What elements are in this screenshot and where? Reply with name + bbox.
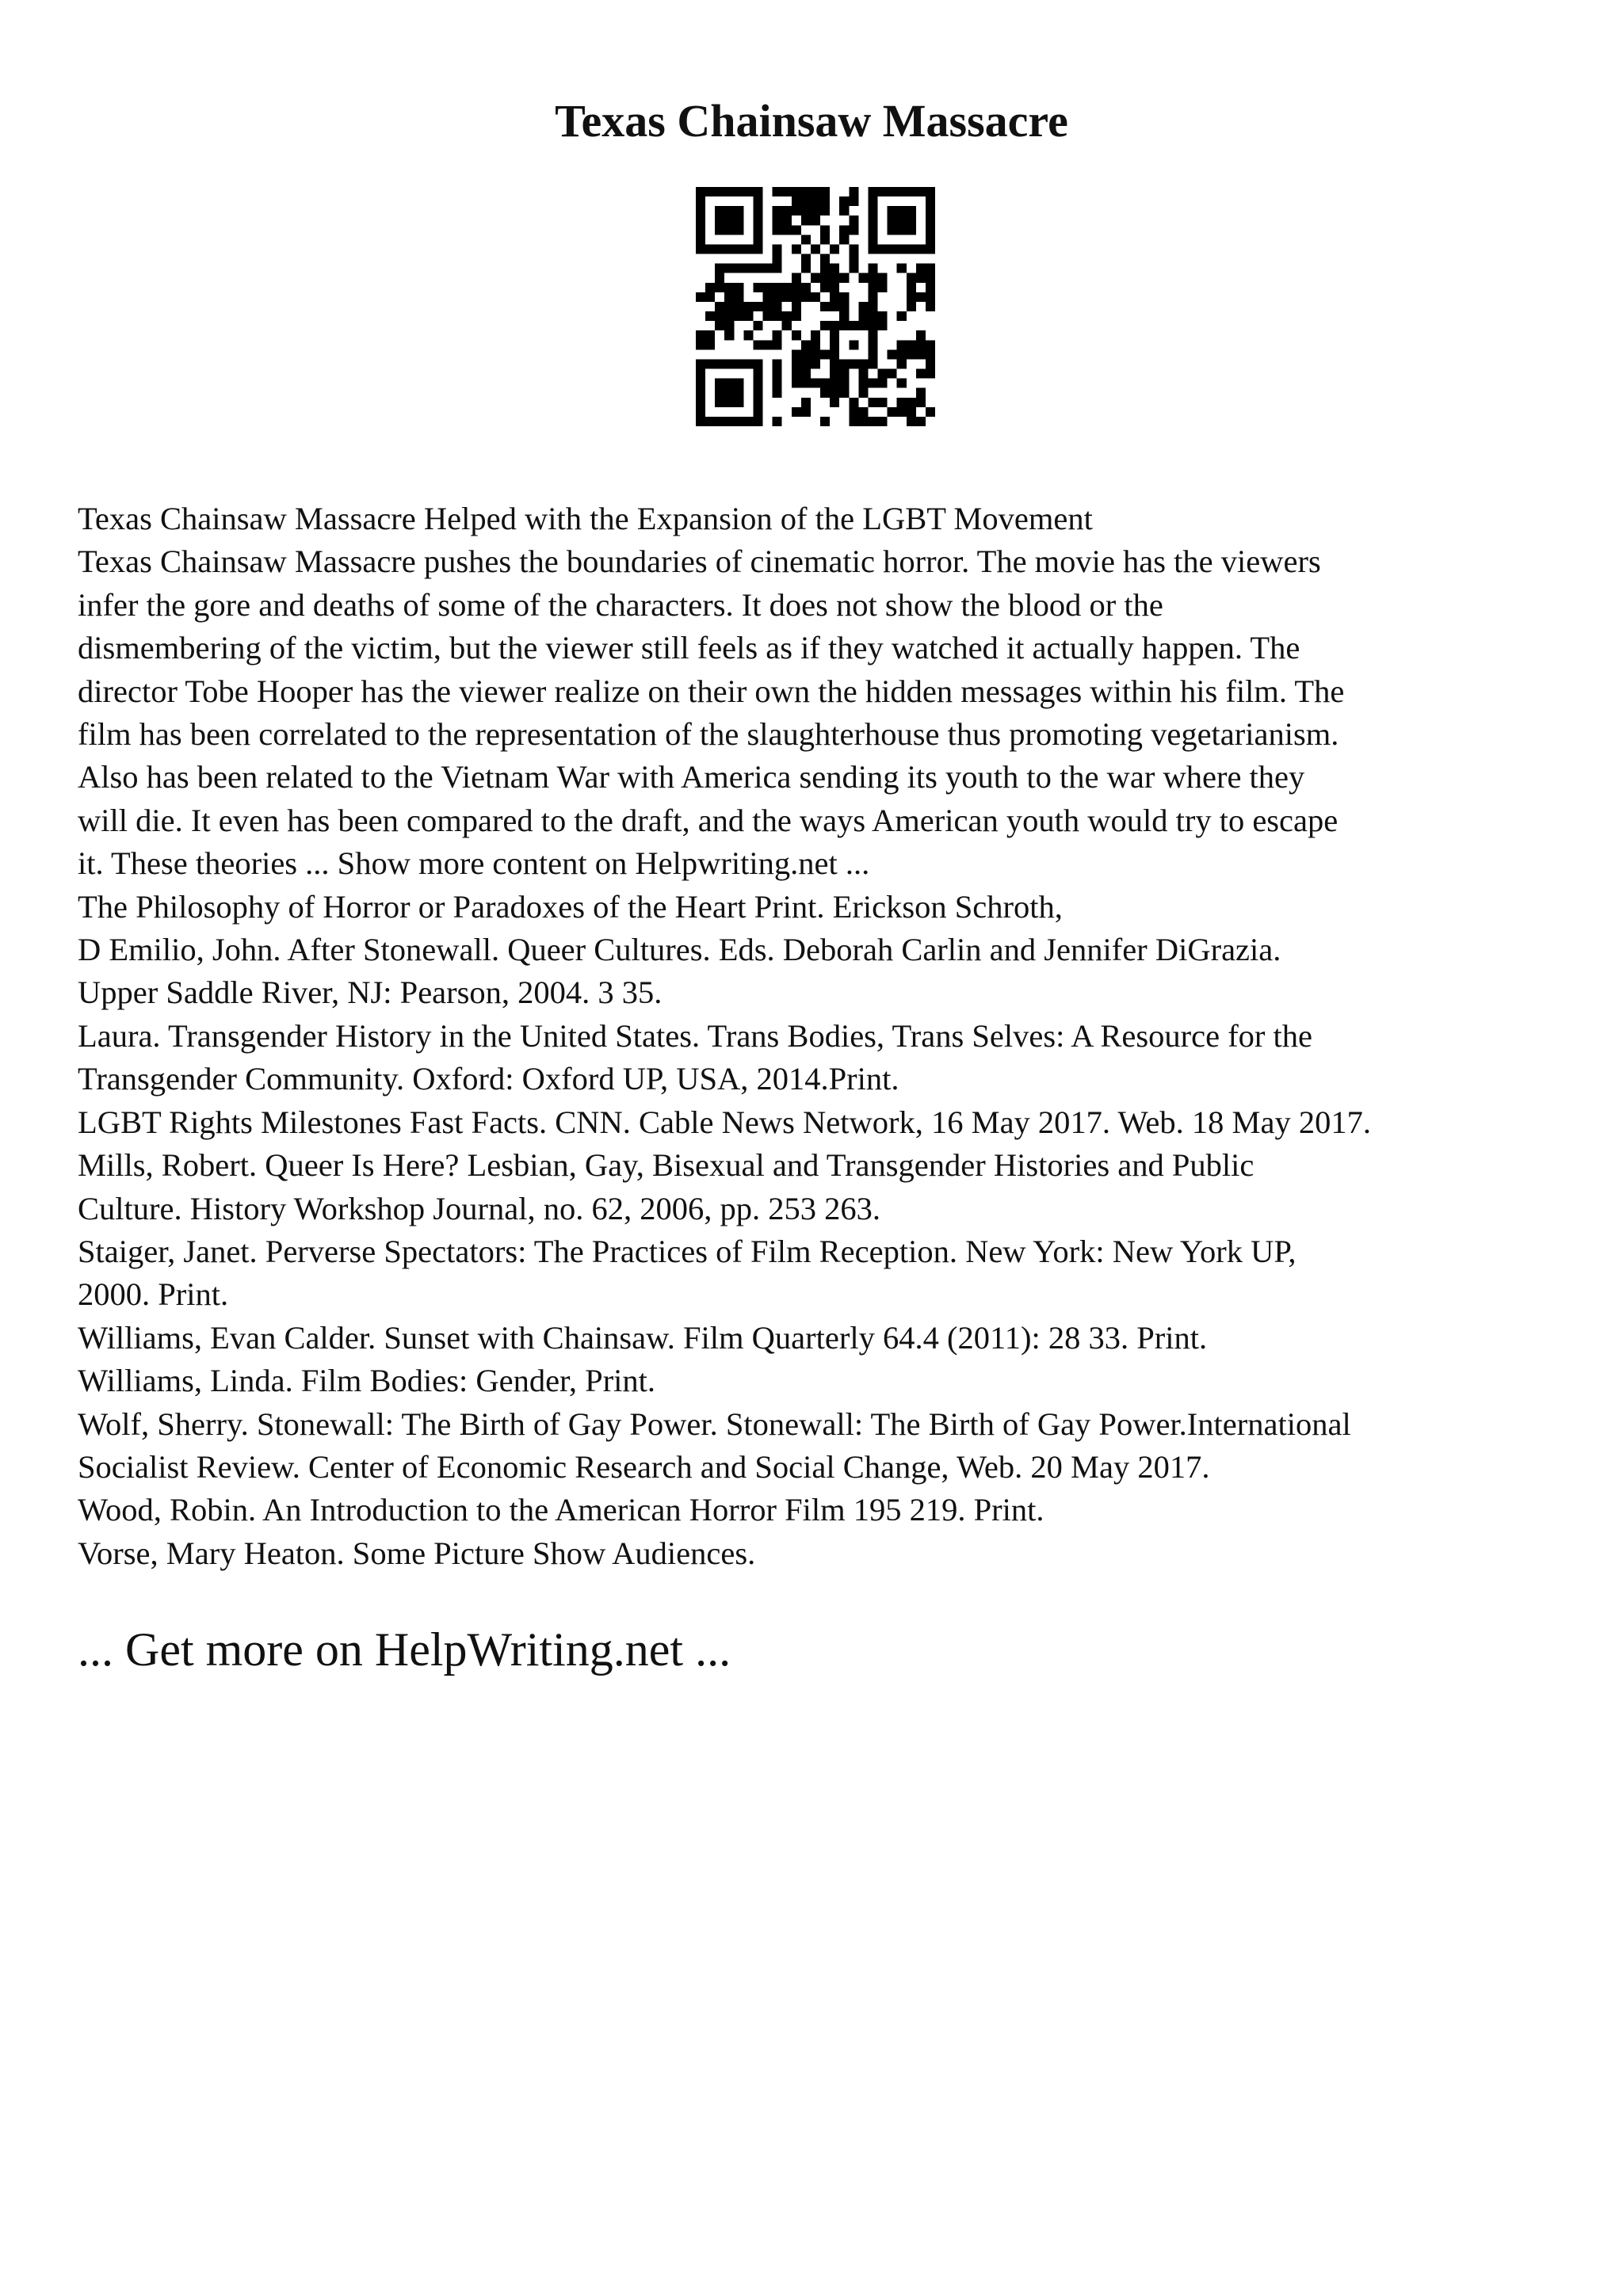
text-line: dismembering of the victim, but the viewer still feels as if they watched it actually happen. The xyxy=(78,630,1300,666)
text-line: director Tobe Hooper has the viewer realize on their own the hidden messages within his film. The xyxy=(78,673,1345,709)
text-line: Williams, Evan Calder. Sunset with Chainsaw. Film Quarterly 64.4 (2011): 28 33. Print. xyxy=(78,1319,1208,1356)
text-line: Texas Chainsaw Massacre pushes the boundaries of cinematic horror. The movie has the viewers xyxy=(78,543,1321,580)
text-line: Wood, Robin. An Introduction to the American Horror Film 195 219. Print. xyxy=(78,1492,1044,1528)
get-more-link[interactable]: ... Get more on HelpWriting.net ... xyxy=(78,1623,731,1676)
page-title: Texas Chainsaw Massacre xyxy=(555,95,1068,147)
text-line: Laura. Transgender History in the United States. Trans Bodies, Trans Selves: A Resource for the xyxy=(78,1017,1313,1054)
text-line: LGBT Rights Milestones Fast Facts. CNN. Cable News Network, 16 May 2017. Web. 18 May 2017. xyxy=(78,1104,1372,1140)
text-line: film has been correlated to the representation of the slaughterhouse thus promoting vegetarianism. xyxy=(78,716,1339,753)
text-line: Culture. History Workshop Journal, no. 62, 2006, pp. 253 263. xyxy=(78,1190,880,1226)
qr-code-icon[interactable] xyxy=(696,187,935,426)
text-line: Upper Saddle River, NJ: Pearson, 2004. 3 35. xyxy=(78,974,663,1011)
text-line: The Philosophy of Horror or Paradoxes of the Heart Print. Erickson Schroth, xyxy=(78,888,1063,925)
text-line: D Emilio, John. After Stonewall. Queer Cultures. Eds. Deborah Carlin and Jennifer DiGrazia. xyxy=(78,932,1281,968)
text-line: Texas Chainsaw Massacre Helped with the Expansion of the LGBT Movement xyxy=(78,501,1093,536)
text-line: Socialist Review. Center of Economic Research and Social Change, Web. 20 May 2017. xyxy=(78,1448,1210,1485)
text-line: Mills, Robert. Queer Is Here? Lesbian, Gay, Bisexual and Transgender Histories and Public xyxy=(78,1147,1254,1184)
text-line: Williams, Linda. Film Bodies: Gender, Print. xyxy=(78,1363,656,1399)
text-line: Vorse, Mary Heaton. Some Picture Show Audiences. xyxy=(78,1535,756,1571)
text-line: infer the gore and deaths of some of the characters. It does not show the blood or the xyxy=(78,586,1163,623)
text-line: it. These theories ... Show more content on Helpwriting.net ... xyxy=(78,845,870,882)
article-body xyxy=(78,498,1568,1575)
text-line: Wolf, Sherry. Stonewall: The Birth of Gay Power. Stonewall: The Birth of Gay Power.International xyxy=(78,1405,1351,1442)
text-line: Also has been related to the Vietnam War with America sending its youth to the war where they xyxy=(78,759,1305,795)
text-line: Staiger, Janet. Perverse Spectators: The Practices of Film Reception. New York: New York UP, xyxy=(78,1233,1296,1269)
text-line: will die. It even has been compared to the draft, and the ways American youth would try to escape xyxy=(78,802,1338,838)
text-line: 2000. Print. xyxy=(78,1276,229,1313)
text-line: Transgender Community. Oxford: Oxford UP, USA, 2014.Print. xyxy=(78,1061,899,1097)
